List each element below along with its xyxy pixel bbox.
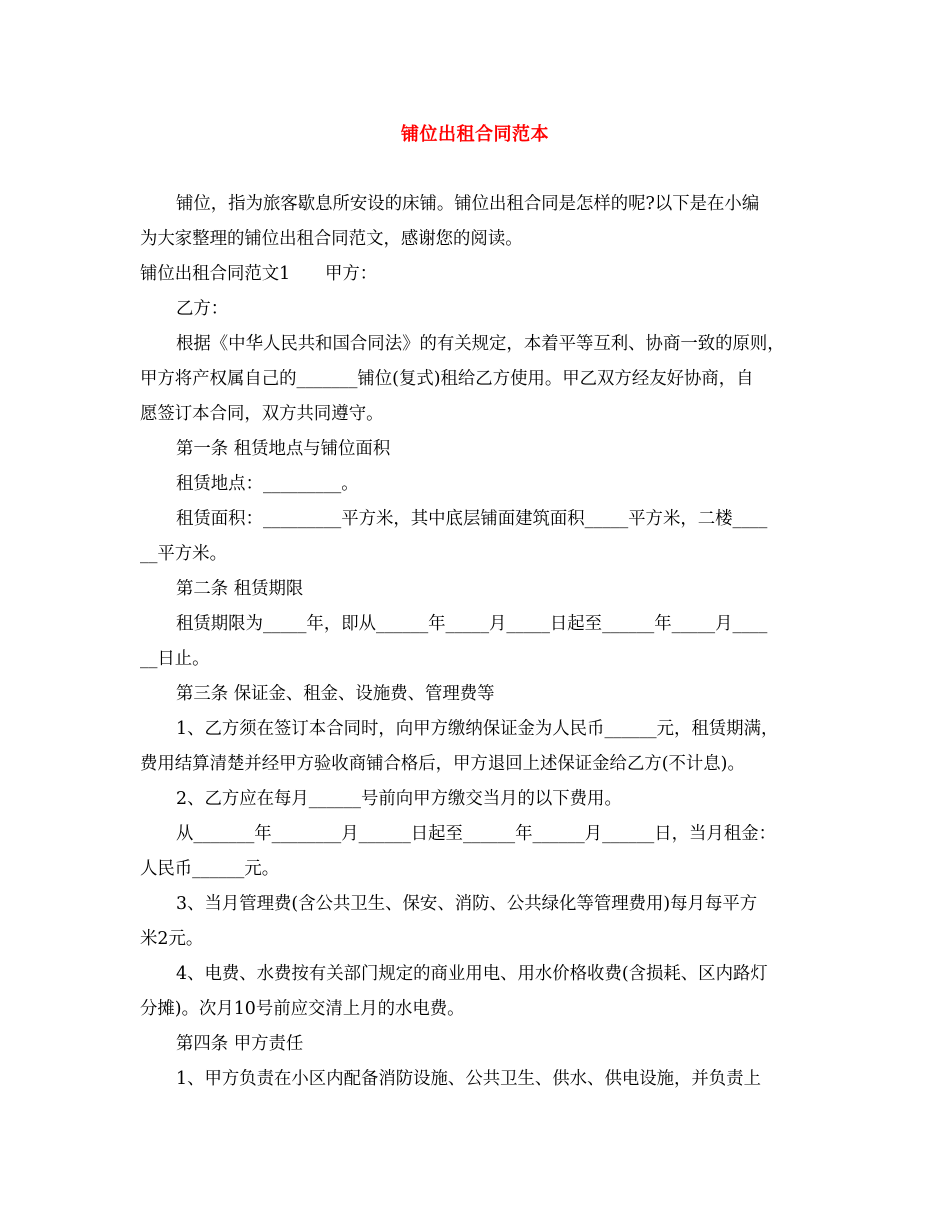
paragraph-line: 人民币______元。	[140, 859, 280, 879]
paragraph-line: 1、甲方负责在小区内配备消防设施、公共卫生、供水、供电设施，并负责上	[176, 1069, 761, 1089]
paragraph-line: 从_______年________月______日起至______年______月______日，当月租金：	[176, 824, 776, 844]
paragraph-line: 米2元。	[140, 929, 204, 949]
paragraph-line: __日止。	[140, 649, 210, 669]
paragraph-line: 费用结算清楚并经甲方验收商铺合格后，甲方退回上述保证金给乙方(不计息)。	[140, 754, 745, 774]
paragraph-line: 乙方：	[176, 299, 229, 319]
paragraph-line: 分摊)。次月10号前应交清上月的水电费。	[140, 999, 465, 1019]
section-heading: 第三条 保证金、租金、设施费、管理费等	[176, 684, 495, 704]
paragraph-line: 3、当月管理费(含公共卫生、保安、消防、公共绿化等管理费用)每月每平方	[176, 894, 758, 914]
paragraph-line: 1、乙方须在签订本合同时，向甲方缴纳保证金为人民币______元，租赁期满，	[176, 719, 779, 739]
paragraph-line: 愿签订本合同，双方共同遵守。	[140, 404, 384, 424]
paragraph-line: 铺位出租合同范文1 甲方：	[140, 264, 378, 284]
paragraph-line: __平方米。	[140, 544, 227, 564]
section-heading: 第四条 甲方责任	[176, 1034, 304, 1054]
paragraph-line: 铺位，指为旅客歇息所安设的床铺。铺位出租合同是怎样的呢?以下是在小编	[176, 194, 760, 214]
paragraph-line: 租赁地点：_________。	[176, 474, 359, 494]
paragraph-line: 甲方将产权属自己的_______铺位(复式)租给乙方使用。甲乙双方经友好协商，自	[140, 369, 754, 389]
paragraph-line: 租赁面积：_________平方米，其中底层铺面建筑面积_____平方米，二楼____	[176, 509, 768, 529]
document-title: 铺位出租合同范本	[401, 124, 549, 145]
paragraph-line: 为大家整理的铺位出租合同范文，感谢您的阅读。	[140, 229, 523, 249]
paragraph-line: 4、电费、水费按有关部门规定的商业用电、用水价格收费(含损耗、区内路灯	[176, 964, 768, 984]
paragraph-line: 根据《中华人民共和国合同法》的有关规定，本着平等互利、协商一致的原则，	[176, 334, 785, 354]
paragraph-line: 2、乙方应在每月______号前向甲方缴交当月的以下费用。	[176, 789, 622, 809]
section-heading: 第一条 租赁地点与铺位面积	[176, 439, 391, 459]
section-heading: 第二条 租赁期限	[176, 579, 304, 599]
paragraph-line: 租赁期限为_____年，即从______年_____月_____日起至______年_____月____	[176, 614, 768, 634]
